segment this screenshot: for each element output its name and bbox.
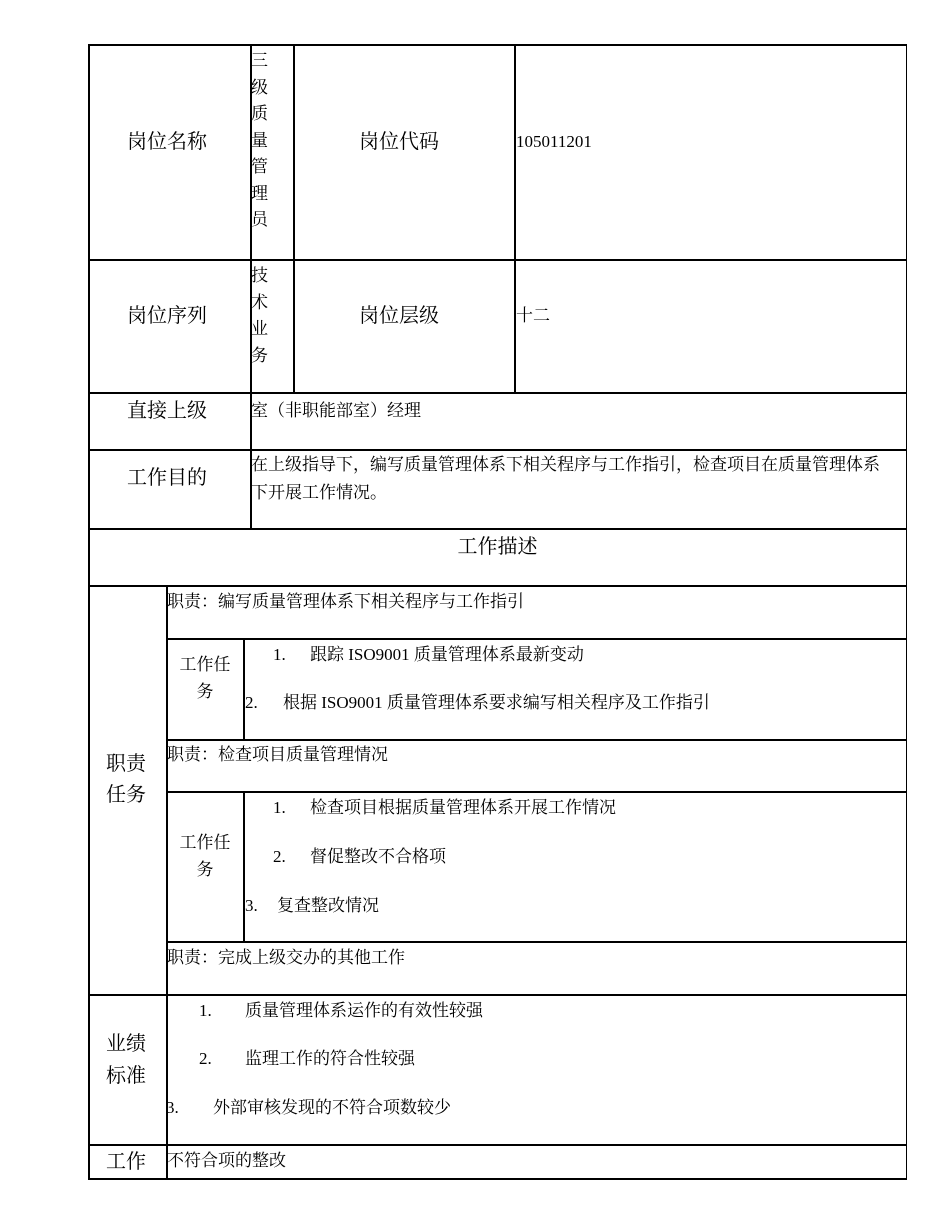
last-row-label: 工作 — [106, 1151, 146, 1173]
performance-item-1-num: 1. — [199, 1001, 212, 1020]
post-level-label: 岗位层级 — [359, 305, 439, 327]
row-divider — [166, 941, 907, 943]
row-divider — [166, 739, 907, 741]
col-divider — [293, 44, 295, 393]
row-divider — [166, 638, 907, 640]
performance-item-2-num: 2. — [199, 1049, 212, 1068]
post-series-label: 岗位序列 — [127, 305, 207, 327]
duty-1-task-2-num: 2. — [245, 693, 258, 712]
superior-label: 直接上级 — [127, 400, 207, 422]
duty-2-task-2-text: 督促整改不合格项 — [310, 847, 446, 866]
duty-2-task-2-num: 2. — [273, 847, 286, 866]
col-divider — [166, 585, 168, 1179]
table-border-top — [88, 44, 907, 46]
row-divider — [88, 392, 907, 394]
performance-label-line1: 业绩 — [106, 1033, 146, 1055]
duty-2-task-label-line1: 工作任 — [179, 833, 231, 852]
post-code-value: 105011201 — [516, 132, 592, 151]
col-divider — [514, 44, 516, 393]
duty-1-task-1-num: 1. — [273, 645, 286, 664]
duties-label-line2: 任务 — [106, 784, 146, 806]
performance-item-2-text: 监理工作的符合性较强 — [245, 1049, 415, 1068]
post-name-label: 岗位名称 — [127, 131, 207, 153]
superior-value: 室（非职能部室）经理 — [251, 401, 421, 420]
row-divider — [88, 585, 907, 587]
duty-1-task-1-text: 跟踪 ISO9001 质量管理体系最新变动 — [310, 645, 584, 664]
duty-2-task-1-num: 1. — [273, 798, 286, 817]
duty-2: 职责：检查项目质量管理情况 — [167, 745, 388, 764]
performance-item-3-text: 外部审核发现的不符合项数较少 — [213, 1098, 451, 1117]
duty-1-task-label-line2: 务 — [196, 682, 214, 701]
duty-2-task-3-text: 复查整改情况 — [277, 896, 379, 915]
duty-1-task-label-line1: 工作任 — [179, 655, 231, 674]
performance-label-line2: 标准 — [106, 1065, 146, 1087]
performance-item-3-num: 3. — [166, 1098, 179, 1117]
table-border-left — [88, 44, 90, 1180]
description-title: 工作描述 — [457, 536, 538, 558]
duty-1: 职责：编写质量管理体系下相关程序与工作指引 — [167, 592, 524, 611]
duty-2-task-label-line2: 务 — [196, 860, 214, 879]
row-divider — [88, 1144, 907, 1146]
post-name-value: 三级质量管理员 — [251, 51, 268, 229]
row-divider — [166, 791, 907, 793]
post-level-value: 十二 — [516, 306, 550, 325]
table-border-right — [906, 44, 908, 1180]
post-series-value: 技术业务 — [251, 266, 268, 365]
purpose-label: 工作目的 — [127, 467, 207, 489]
last-row-value: 不符合项的整改 — [167, 1151, 286, 1170]
duty-1-task-2-text: 根据 ISO9001 质量管理体系要求编写相关程序及工作指引 — [283, 693, 710, 712]
duty-2-task-3-num: 3. — [245, 896, 258, 915]
duty-3: 职责：完成上级交办的其他工作 — [167, 948, 405, 967]
performance-item-1-text: 质量管理体系运作的有效性较强 — [245, 1001, 483, 1020]
post-code-label: 岗位代码 — [359, 131, 439, 153]
purpose-value: 在上级指导下，编写质量管理体系下相关程序与工作指引，检查项目在质量管理体系下开展工作情况。 — [251, 455, 880, 502]
row-divider — [88, 528, 907, 530]
row-divider — [88, 994, 907, 996]
duty-2-task-1-text: 检查项目根据质量管理体系开展工作情况 — [310, 798, 616, 817]
table-border-bottom — [88, 1178, 907, 1180]
duties-label-line1: 职责 — [106, 753, 146, 775]
row-divider — [88, 259, 907, 261]
